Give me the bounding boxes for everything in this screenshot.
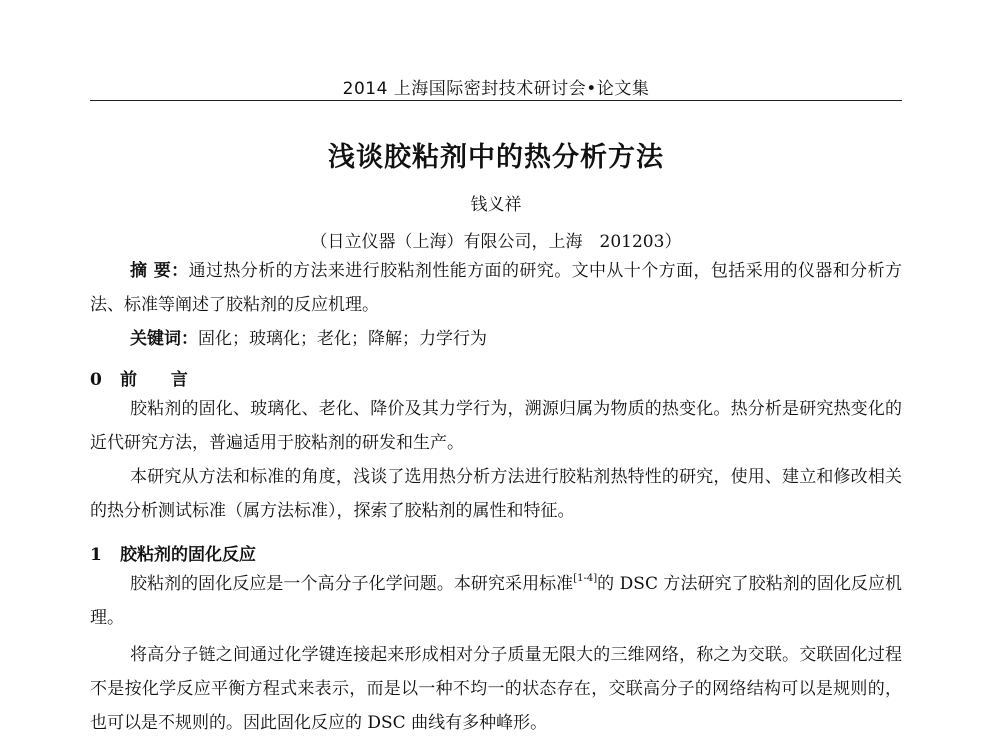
running-header: 2014 上海国际密封技术研讨会•论文集 — [342, 79, 650, 99]
paragraph-text: 胶粘剂的固化反应是一个高分子化学问题。本研究采用标准 — [130, 574, 574, 594]
section-title: 胶粘剂的固化反应 — [120, 545, 256, 565]
keywords-label: 关键词： — [130, 329, 198, 349]
abstract-label: 摘 要： — [130, 261, 189, 281]
paragraph: 胶粘剂的固化、玻璃化、老化、降价及其力学行为，溯源归属为物质的热变化。热分析是研究热变化的近代研究方法，普遍适用于胶粘剂的研发和生产。 — [90, 399, 902, 453]
section-title: 前 言 — [120, 370, 202, 390]
header-rule — [90, 100, 902, 101]
paragraph-text: 的 DSC 方法研究了胶粘剂的固化反应机理。 — [90, 574, 903, 628]
section-heading-0 — [90, 365, 202, 390]
abstract — [90, 254, 902, 322]
paper-title: 浅谈胶粘剂中的热分析方法 — [328, 142, 664, 173]
section-number: 1 — [90, 545, 102, 565]
section-number: 0 — [90, 370, 102, 390]
abstract-text: 通过热分析的方法来进行胶粘剂性能方面的研究。文中从十个方面，包括采用的仪器和分析方法、标准等阐述了胶粘剂的反应机理。 — [90, 261, 902, 315]
author-affiliation: （日立仪器（上海）有限公司，上海 201203） — [310, 232, 682, 252]
keywords-text: 固化；玻璃化；老化；降解；力学行为 — [198, 329, 487, 349]
paragraph: 将高分子链之间通过化学键连接起来形成相对分子质量无限大的三维网络，称之为交联。交联固化过程不是按化学反应平衡方程式来表示，而是以一种不均一的状态存在，交联高分子的网络结构可以是规则的，也可以是不规则的。因此固化反应的 DSC 曲线有多种峰形。 — [90, 645, 902, 733]
paragraph — [90, 567, 902, 635]
section-heading-1 — [90, 540, 256, 565]
author-name: 钱义祥 — [470, 195, 522, 215]
keywords — [90, 322, 902, 356]
citation-ref: [1-4] — [573, 573, 598, 584]
paragraph: 本研究从方法和标准的角度，浅谈了选用热分析方法进行胶粘剂热特性的研究，使用、建立和修改相关的热分析测试标准（属方法标准），探索了胶粘剂的属性和特征。 — [90, 467, 902, 521]
